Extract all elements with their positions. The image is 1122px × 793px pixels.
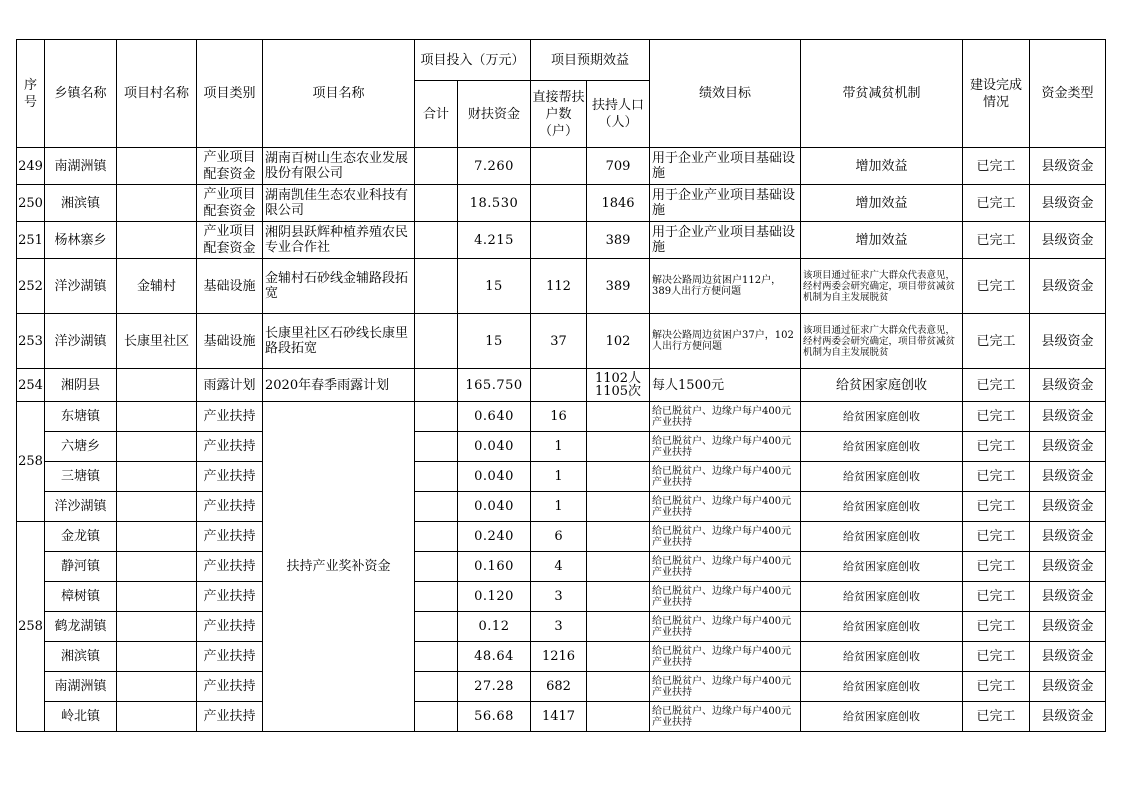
row-total [415, 672, 458, 702]
header-town: 乡镇名称 [45, 40, 117, 148]
row-households: 1417 [531, 702, 587, 732]
row-village [117, 492, 197, 522]
row-town: 静河镇 [45, 552, 117, 582]
row-seq: 250 [17, 185, 45, 222]
header-investment: 项目投入（万元） [415, 40, 531, 81]
row-fiscal-fund: 0.160 [458, 552, 531, 582]
row-category: 产业扶持 [197, 402, 263, 432]
row-village [117, 672, 197, 702]
row-fund-type: 县级资金 [1030, 522, 1106, 552]
row-population: 102 [587, 314, 650, 369]
row-project-name: 2020年春季雨露计划 [263, 369, 415, 402]
row-mechanism: 给贫困家庭创收 [801, 402, 963, 432]
table-row [17, 492, 1106, 522]
row-total [415, 402, 458, 432]
header-direct-households: 直接帮扶户数（户） [531, 81, 587, 148]
row-households: 112 [531, 259, 587, 314]
row-status: 已完工 [963, 612, 1030, 642]
row-total [415, 314, 458, 369]
row-mechanism: 给贫困家庭创收 [801, 492, 963, 522]
row-fiscal-fund: 0.640 [458, 402, 531, 432]
row-category: 产业扶持 [197, 552, 263, 582]
row-fund-type: 县级资金 [1030, 148, 1106, 185]
row-status: 已完工 [963, 642, 1030, 672]
row-mechanism: 给贫困家庭创收 [801, 672, 963, 702]
row-category: 基础设施 [197, 314, 263, 369]
row-fiscal-fund: 15 [458, 314, 531, 369]
row-town: 洋沙湖镇 [45, 314, 117, 369]
row-village [117, 552, 197, 582]
row-category: 产业项目配套资金 [197, 148, 263, 185]
row-status: 已完工 [963, 552, 1030, 582]
row-town: 南湖洲镇 [45, 672, 117, 702]
row-fiscal-fund: 4.215 [458, 222, 531, 259]
row-fund-type: 县级资金 [1030, 642, 1106, 672]
row-town: 三塘镇 [45, 462, 117, 492]
row-status: 已完工 [963, 314, 1030, 369]
row-total [415, 582, 458, 612]
row-town: 岭北镇 [45, 702, 117, 732]
row-mechanism: 给贫困家庭创收 [801, 552, 963, 582]
row-fiscal-fund: 0.040 [458, 492, 531, 522]
row-fiscal-fund: 0.240 [458, 522, 531, 552]
row-category: 产业项目配套资金 [197, 185, 263, 222]
row-village [117, 369, 197, 402]
row-category: 基础设施 [197, 259, 263, 314]
row-project-name: 湘阴县跃辉种植养殖农民专业合作社 [263, 222, 415, 259]
row-goal: 给已脱贫户、边缘户每户400元产业扶持 [650, 612, 801, 642]
table-row [17, 259, 1106, 314]
row-total [415, 522, 458, 552]
row-fiscal-fund: 0.040 [458, 432, 531, 462]
row-village [117, 222, 197, 259]
row-status: 已完工 [963, 432, 1030, 462]
row-goal: 每人1500元 [650, 369, 801, 402]
row-village [117, 148, 197, 185]
table-row [17, 462, 1106, 492]
row-fund-type: 县级资金 [1030, 582, 1106, 612]
row-town: 杨林寨乡 [45, 222, 117, 259]
table-row [17, 222, 1106, 259]
row-fund-type: 县级资金 [1030, 492, 1106, 522]
row-population [587, 642, 650, 672]
row-category: 产业扶持 [197, 672, 263, 702]
row-village: 长康里社区 [117, 314, 197, 369]
row-status: 已完工 [963, 402, 1030, 432]
row-households: 37 [531, 314, 587, 369]
row-households [531, 185, 587, 222]
row-fiscal-fund: 48.64 [458, 642, 531, 672]
row-goal: 给已脱贫户、边缘户每户400元产业扶持 [650, 462, 801, 492]
row-village [117, 462, 197, 492]
row-population [587, 612, 650, 642]
row-town: 洋沙湖镇 [45, 259, 117, 314]
row-goal: 给已脱贫户、边缘户每户400元产业扶持 [650, 552, 801, 582]
row-population [587, 432, 650, 462]
row-village [117, 402, 197, 432]
row-goal: 给已脱贫户、边缘户每户400元产业扶持 [650, 402, 801, 432]
row-mechanism: 给贫困家庭创收 [801, 432, 963, 462]
header-mechanism: 带贫减贫机制 [801, 40, 963, 148]
row-households: 682 [531, 672, 587, 702]
row-households: 16 [531, 402, 587, 432]
row-category: 产业扶持 [197, 642, 263, 672]
row-village [117, 522, 197, 552]
row-village [117, 612, 197, 642]
row-category: 产业扶持 [197, 462, 263, 492]
row-town: 樟树镇 [45, 582, 117, 612]
row-mechanism: 给贫困家庭创收 [801, 612, 963, 642]
table-row [17, 642, 1106, 672]
row-fund-type: 县级资金 [1030, 402, 1106, 432]
row-category: 产业扶持 [197, 432, 263, 462]
row-total [415, 185, 458, 222]
row-households: 4 [531, 552, 587, 582]
row-seq: 253 [17, 314, 45, 369]
row-mechanism: 给贫困家庭创收 [801, 702, 963, 732]
table-row [17, 369, 1106, 402]
row-total [415, 432, 458, 462]
row-households [531, 222, 587, 259]
row-fund-type: 县级资金 [1030, 672, 1106, 702]
row-population [587, 402, 650, 432]
row-seq: 251 [17, 222, 45, 259]
row-status: 已完工 [963, 702, 1030, 732]
header-status: 建设完成情况 [963, 40, 1030, 148]
row-town: 湘滨镇 [45, 185, 117, 222]
header-seq [17, 40, 45, 148]
header-seq-text: 序 号 [23, 77, 37, 110]
table-row [17, 522, 1106, 552]
row-fund-type: 县级资金 [1030, 222, 1106, 259]
table-row [17, 432, 1106, 462]
row-goal: 给已脱贫户、边缘户每户400元产业扶持 [650, 522, 801, 552]
row-village [117, 702, 197, 732]
header-goal: 绩效目标 [650, 40, 801, 148]
table-row [17, 314, 1106, 369]
row-goal: 解决公路周边贫困户112户，389人出行方便问题 [650, 259, 801, 314]
row-village [117, 642, 197, 672]
row-households: 3 [531, 612, 587, 642]
row-goal: 给已脱贫户、边缘户每户400元产业扶持 [650, 672, 801, 702]
row-households: 1 [531, 432, 587, 462]
row-mechanism: 给贫困家庭创收 [801, 369, 963, 402]
row-fund-type: 县级资金 [1030, 612, 1106, 642]
group-project-name: 扶持产业奖补资金 [263, 402, 415, 732]
row-population: 1846 [587, 185, 650, 222]
row-total [415, 702, 458, 732]
row-fund-type: 县级资金 [1030, 432, 1106, 462]
row-total [415, 222, 458, 259]
row-total [415, 492, 458, 522]
row-mechanism: 给贫困家庭创收 [801, 582, 963, 612]
row-population [587, 582, 650, 612]
row-town: 南湖洲镇 [45, 148, 117, 185]
row-mechanism: 该项目通过征求广大群众代表意见，经村两委会研究确定，项目带贫减贫机制为自主发展脱贫 [801, 314, 963, 369]
row-total [415, 612, 458, 642]
poverty-project-table [16, 39, 1106, 732]
row-fund-type: 县级资金 [1030, 369, 1106, 402]
header-village: 项目村名称 [117, 40, 197, 148]
table-row [17, 402, 1106, 432]
row-fiscal-fund: 0.120 [458, 582, 531, 612]
row-population: 389 [587, 222, 650, 259]
row-status: 已完工 [963, 672, 1030, 702]
row-mechanism: 给贫困家庭创收 [801, 462, 963, 492]
row-category: 产业扶持 [197, 702, 263, 732]
table-row [17, 552, 1106, 582]
row-fiscal-fund: 165.750 [458, 369, 531, 402]
row-seq: 252 [17, 259, 45, 314]
row-status: 已完工 [963, 582, 1030, 612]
row-fiscal-fund: 27.28 [458, 672, 531, 702]
row-mechanism: 给贫困家庭创收 [801, 522, 963, 552]
row-population [587, 462, 650, 492]
row-fund-type: 县级资金 [1030, 259, 1106, 314]
row-category: 雨露计划 [197, 369, 263, 402]
row-goal: 用于企业产业项目基础设施 [650, 222, 801, 259]
table-row [17, 185, 1106, 222]
row-category: 产业扶持 [197, 492, 263, 522]
row-fiscal-fund: 0.040 [458, 462, 531, 492]
row-mechanism: 增加效益 [801, 222, 963, 259]
row-fund-type: 县级资金 [1030, 552, 1106, 582]
row-fund-type: 县级资金 [1030, 185, 1106, 222]
table-row [17, 702, 1106, 732]
row-mechanism: 增加效益 [801, 148, 963, 185]
header-fund-type: 资金类型 [1030, 40, 1106, 148]
row-households [531, 148, 587, 185]
row-goal: 用于企业产业项目基础设施 [650, 148, 801, 185]
header-total: 合计 [415, 81, 458, 148]
header-fiscal-fund: 财扶资金 [458, 81, 531, 148]
row-seq: 249 [17, 148, 45, 185]
row-category: 产业项目配套资金 [197, 222, 263, 259]
row-project-name: 湖南百树山生态农业发展股份有限公司 [263, 148, 415, 185]
row-town: 六塘乡 [45, 432, 117, 462]
row-households [531, 369, 587, 402]
row-population: 1102人 1105次 [587, 369, 650, 402]
row-mechanism: 增加效益 [801, 185, 963, 222]
row-total [415, 552, 458, 582]
row-goal: 给已脱贫户、边缘户每户400元产业扶持 [650, 432, 801, 462]
row-status: 已完工 [963, 522, 1030, 552]
row-town: 湘滨镇 [45, 642, 117, 672]
row-fiscal-fund: 15 [458, 259, 531, 314]
row-category: 产业扶持 [197, 522, 263, 552]
row-status: 已完工 [963, 222, 1030, 259]
row-households: 1 [531, 462, 587, 492]
row-status: 已完工 [963, 185, 1030, 222]
row-population [587, 672, 650, 702]
row-total [415, 148, 458, 185]
row-goal: 给已脱贫户、边缘户每户400元产业扶持 [650, 582, 801, 612]
row-goal: 用于企业产业项目基础设施 [650, 185, 801, 222]
row-goal: 给已脱贫户、边缘户每户400元产业扶持 [650, 642, 801, 672]
header-population: 扶持人口（人） [587, 81, 650, 148]
row-population [587, 492, 650, 522]
row-households: 1 [531, 492, 587, 522]
row-status: 已完工 [963, 148, 1030, 185]
row-status: 已完工 [963, 462, 1030, 492]
row-goal: 解决公路周边贫困户37户，102人出行方便问题 [650, 314, 801, 369]
row-fund-type: 县级资金 [1030, 702, 1106, 732]
row-village [117, 432, 197, 462]
row-category: 产业扶持 [197, 582, 263, 612]
row-town: 洋沙湖镇 [45, 492, 117, 522]
row-town: 金龙镇 [45, 522, 117, 552]
row-village [117, 582, 197, 612]
row-households: 1216 [531, 642, 587, 672]
row-fiscal-fund: 0.12 [458, 612, 531, 642]
table-row [17, 612, 1106, 642]
row-status: 已完工 [963, 259, 1030, 314]
row-fund-type: 县级资金 [1030, 314, 1106, 369]
row-town: 鹤龙湖镇 [45, 612, 117, 642]
row-households: 6 [531, 522, 587, 552]
row-village [117, 185, 197, 222]
row-fiscal-fund: 56.68 [458, 702, 531, 732]
row-town: 东塘镇 [45, 402, 117, 432]
table-row [17, 148, 1106, 185]
row-fund-type: 县级资金 [1030, 462, 1106, 492]
row-population [587, 552, 650, 582]
header-category: 项目类别 [197, 40, 263, 148]
row-category: 产业扶持 [197, 612, 263, 642]
row-project-name: 湖南凯佳生态农业科技有限公司 [263, 185, 415, 222]
row-mechanism: 给贫困家庭创收 [801, 642, 963, 672]
row-total [415, 369, 458, 402]
row-project-name: 金辅村石砂线金辅路段拓宽 [263, 259, 415, 314]
row-project-name: 长康里社区石砂线长康里路段拓宽 [263, 314, 415, 369]
row-population: 709 [587, 148, 650, 185]
row-goal: 给已脱贫户、边缘户每户400元产业扶持 [650, 702, 801, 732]
group-seq-a: 258 [17, 402, 45, 522]
row-total [415, 259, 458, 314]
row-population: 389 [587, 259, 650, 314]
header-benefit: 项目预期效益 [531, 40, 650, 81]
row-households: 3 [531, 582, 587, 612]
group-seq-b: 258 [17, 522, 45, 732]
row-town: 湘阴县 [45, 369, 117, 402]
row-fiscal-fund: 18.530 [458, 185, 531, 222]
row-status: 已完工 [963, 492, 1030, 522]
row-population [587, 702, 650, 732]
row-total [415, 462, 458, 492]
row-population [587, 522, 650, 552]
table-row [17, 672, 1106, 702]
header-project-name: 项目名称 [263, 40, 415, 148]
row-fiscal-fund: 7.260 [458, 148, 531, 185]
row-goal: 给已脱贫户、边缘户每户400元产业扶持 [650, 492, 801, 522]
row-total [415, 642, 458, 672]
row-mechanism: 该项目通过征求广大群众代表意见，经村两委会研究确定，项目带贫减贫机制为自主发展脱贫 [801, 259, 963, 314]
row-status: 已完工 [963, 369, 1030, 402]
row-village: 金辅村 [117, 259, 197, 314]
row-seq: 254 [17, 369, 45, 402]
table-row [17, 582, 1106, 612]
